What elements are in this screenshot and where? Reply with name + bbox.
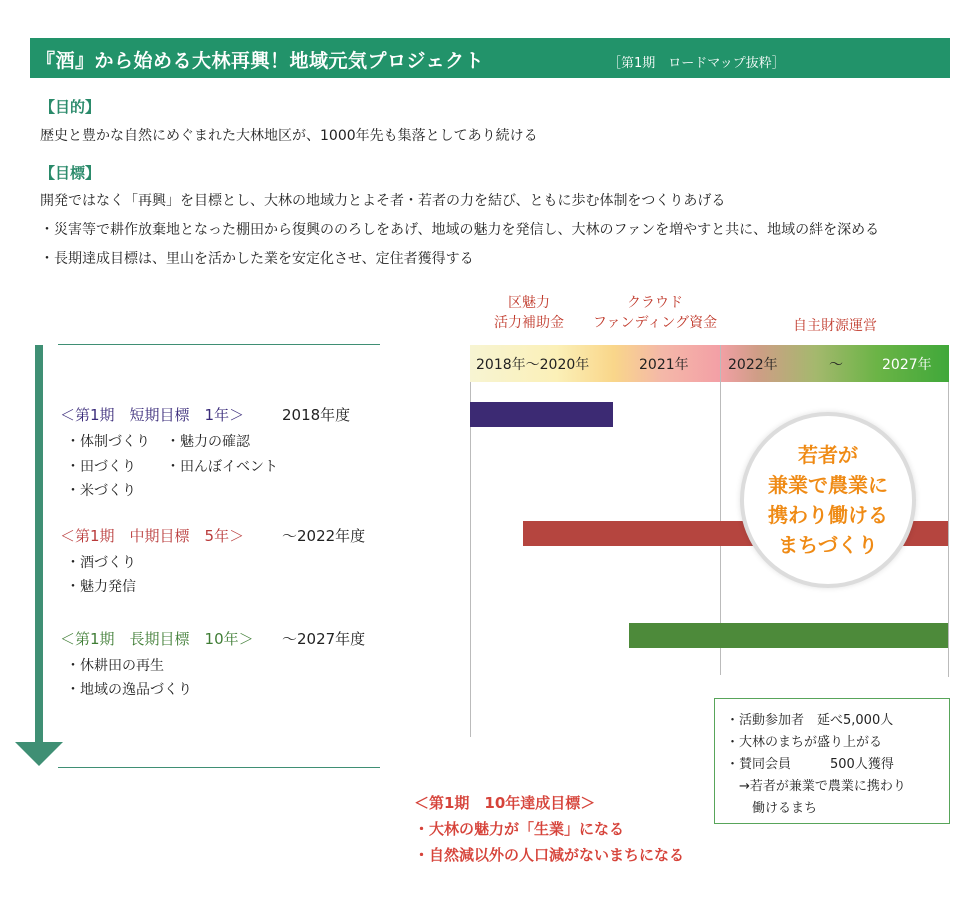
vision-line: 若者が [798,443,858,467]
purpose-text: 歴史と豊かな自然にめぐまれた大林地区が、1000年先も集落としてあり続ける [40,128,538,144]
funding-label-line: 区魅力 [508,295,550,311]
long-term-item: ・地域の逸品づくり [66,682,192,698]
page-title: 『酒』から始める大林再興！地域元気プロジェクト [36,50,485,72]
final-goal-line: ・自然減以外の人口減がないまちになる [414,846,685,864]
timeline-label: ～ [829,357,843,373]
funding-label-line: ファンディング資金 [592,315,718,331]
mid-term-title: ＜第1期 中期目標 5年＞ [60,527,245,545]
page-subtitle: ［第1期 ロードマップ抜粋］ [608,56,785,71]
results-line: ・賛同会員 500人獲得 [726,757,894,772]
long-term-year: ～2027年度 [282,630,366,648]
results-line: →若者が兼業で農業に携わり [726,779,906,794]
long-term-title: ＜第1期 長期目標 10年＞ [60,630,254,648]
timeline-label: 2021年 [639,357,689,373]
mid-term-item: ・酒づくり [66,555,136,571]
short-term-item: ・魅力の確認 [166,434,250,450]
goals-heading: 【目標】 [40,164,101,182]
timeline-label: 2018年～2020年 [476,357,590,373]
funding-label-subsidy [474,293,584,333]
short-term-item: ・体制づくり [66,434,150,450]
short-term-bar [470,402,613,427]
vision-line: まちづくり [778,533,878,557]
goals-line: 開発ではなく「再興」を目標とし、大林の地域力とよそ者・若者の力を結び、ともに歩む体制をつくりあげる [40,193,726,209]
short-term-title: ＜第1期 短期目標 1年＞ [60,406,245,424]
divider-bottom [58,767,380,768]
mid-term-year: ～2022年度 [282,527,366,545]
mid-term-item: ・魅力発信 [66,579,136,595]
timeline-label: 2027年 [882,357,932,373]
funding-label-crowdfunding [585,293,725,333]
short-term-item: ・米づくり [66,483,136,499]
results-line: ・活動参加者 延べ5,000人 [726,713,894,728]
goals-line: ・長期達成目標は、里山を活かした業を安定化させ、定住者獲得する [40,251,474,267]
short-term-item: ・田づくり [66,459,136,475]
purpose-heading: 【目的】 [40,98,101,116]
short-term-item: ・田んぼイベント [166,459,278,475]
vision-line: 携わり働ける [768,503,888,527]
goals-line: ・災害等で耕作放棄地となった棚田から復興ののろしをあげ、地域の魅力を発信し、大林のファンを増やすと共に、地域の絆を深める [40,222,880,238]
long-term-item: ・休耕田の再生 [66,658,164,674]
timeline-label: 2022年 [728,357,778,373]
vision-line: 兼業で農業に [768,473,888,497]
vision-text [744,440,912,560]
results-line: 働けるまち [726,801,818,816]
funding-label-selffunded: 自主財源運営 [793,318,877,334]
grid-line [948,382,949,677]
progress-arrow [35,345,43,745]
arrow-down-icon [15,742,63,766]
results-line: ・大林のまちが盛り上がる [726,735,883,750]
funding-label-line: 活力補助金 [494,315,564,331]
long-term-bar [629,623,948,648]
short-term-year: 2018年度 [282,406,351,424]
final-goal-line: ・大林の魅力が「生業」になる [414,820,625,838]
divider-top [58,344,380,345]
final-goal-title: ＜第1期 10年達成目標＞ [414,794,596,812]
funding-label-line: クラウド [627,295,683,311]
grid-line [470,382,471,737]
